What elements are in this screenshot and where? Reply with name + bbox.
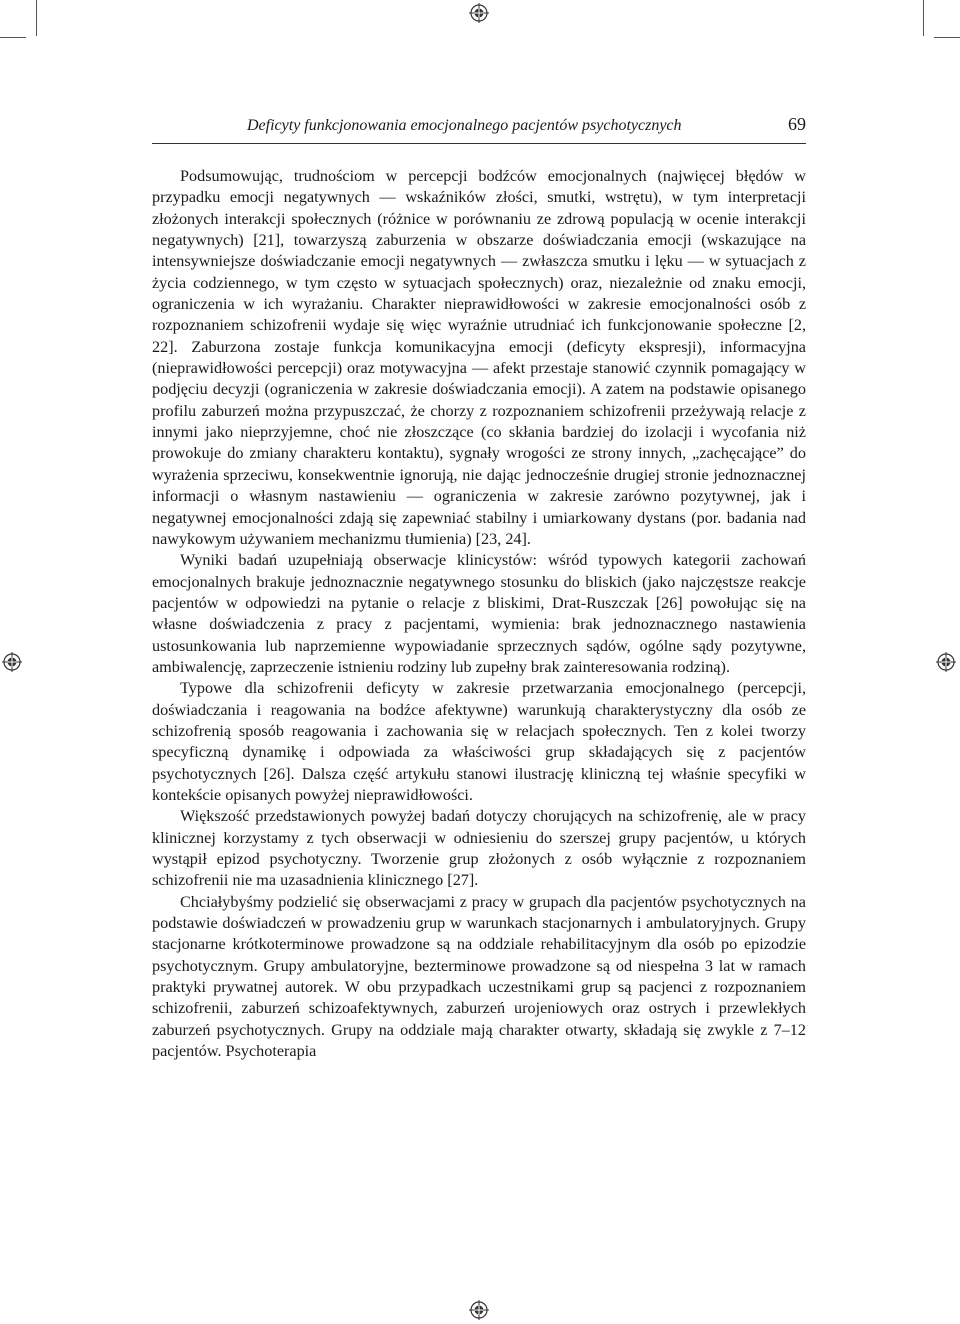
paragraph: Typowe dla schizofrenii deficyty w zakresie przetwarzania emocjonalnego (percepcji, doświadczania i reagowania na bodźce afektywne) warunkują charakterystyczny dla osób ze schizofrenią sposób reagowania i zachowania się w relacjach społecznych. Ten z kolei tworzy specyficzną dynamikę i odpowiada za właściwości grup składających się z pacjentów psychotycznych [26]. Dalsza część artykułu stanowi ilustrację kliniczną tej właśnie specyfiki w kontekście opisanych powyżej nieprawidłowości. <box>152 679 806 804</box>
paragraph: Wyniki badań uzupełniają obserwacje klinicystów: wśród typowych kategorii zachowań emocjonalnych brakuje jednoznacznie negatywnego stosunku do bliskich (jako najczęstsze reakcje pacjentów w odpowiedzi na pytanie o relacje z bliskimi, Drat-Ruszczak [26] powołując się na własne doświadczenia z pracy z pacjentami, wymienia: brak jednoznacznego nastawienia ustosunkowania lub naprzemienne wypowiadanie sprzecznych sądów, ogólne sądy pozytywne, ambiwalencję, zaprzeczenie istnieniu rodziny lub zupełny brak zainteresowania rodziną). <box>152 551 806 676</box>
registration-target-icon-right <box>936 652 956 672</box>
paragraph: Większość przedstawionych powyżej badań dotyczy chorujących na schizofrenię, ale w pracy klinicznej korzystamy z tych obserwacji w odniesieniu do szerszej grupy pacjentów, u których wystąpił epizod psychotyczny. Tworzenie grup złożonych z osób wyłącznie z rozpoznaniem schizofrenii nie ma uzasadnienia klinicznego [27]. <box>152 807 806 890</box>
paragraph: Podsumowując, trudnościom w percepcji bodźców emocjonalnych (najwięcej błędów w przypadku emocji negatywnych — wskaźników złości, smutki, wstrętu), w tym interpretacji złożonych interakcji społecznych (różnice w porównaniu ze zdrową populacją w ocenie interakcji negatywnych) [21], towarzyszą zaburzenia w obszarze doświadczania emocji (wskazujące na intensywniejsze doświadczanie emocji negatywnych — zwłaszcza smutku i lęku — w sytuacjach z życia codziennego, w tym często w sytuacjach społecznych) oraz, niezależnie od znaku emocji, ograniczenia w ich wyrażaniu. Charakter nieprawidłowości w zakresie emocjonalności osób z rozpoznaniem schizofrenii wydaje się więc wyraźnie utrudniać ich funkcjonowanie społeczne [2, 22]. Zaburzona zostaje funkcja komunikacyjna emocji (deficyty ekspresji), informacyjna (nieprawidłowości percepcji) oraz motywacyjna — afekt przestaje stanowić czynnik pomagający w podjęciu decyzji (ograniczenia w zakresie doświadczania emocji). A zatem na podstawie opisanego profilu zaburzeń można przypuszczać, że chorzy z rozpoznaniem schizofrenii przeżywają relacje z innymi jako nieprzyjemne, choć nie złoszczące (co skłania bardziej do izolacji i wycofania niż prowokuje do zmiany charakteru kontaktu), sygnały wrogości ze strony innych, „zachęcające” do wyrażenia sprzeciwu, konsekwentnie ignorują, nie dając jednocześnie drugiej stronie jednoznacznej informacji o własnym nastawieniu — ograniczenia w zakresie zarówno pozytywnej, jak i negatywnej emocjonalności zdają się zapewniać stabilny i umiarkowany dystans (por. badania nad nawykowym używaniem mechanizmu tłumienia) [23, 24]. <box>152 167 806 548</box>
registration-target-icon-left <box>2 652 22 672</box>
running-header <box>152 111 806 144</box>
running-title: Deficyty funkcjonowania emocjonalnego pacjentów psychotycznych <box>247 117 682 134</box>
registration-target-icon-bottom <box>469 1300 489 1320</box>
crop-mark-left <box>36 0 37 36</box>
crop-mark-right <box>923 0 924 36</box>
paragraph: Chciałybyśmy podzielić się obserwacjami z pracy w grupach dla pacjentów psychotycznych na podstawie doświadczeń w prowadzeniu grup w warunkach stacjonarnych i ambulatoryjnych. Grupy stacjonarne krótkoterminowe prowadzone są na oddziale rehabilitacyjnym dla osób po epizodzie psychotycznym. Grupy ambulatoryjne, bezterminowe prowadzone są od niespełna 3 lat w ramach praktyki prywatnej autorek. W obu przypadkach uczestnikami grup są pacjenci z rozpoznaniem schizofrenii, zaburzeń schizoafektywnych, zaburzeń urojeniowych oraz ostrych i przewlekłych zaburzeń psychotycznych. Grupy na oddziale mają charakter otwarty, składają się zwykle z 7–12 pacjentów. Psychoterapia <box>152 892 806 1061</box>
body-text <box>152 166 806 1062</box>
registration-target-icon-top <box>469 3 489 23</box>
crop-mark-left-horizontal <box>0 37 26 38</box>
crop-mark-right-horizontal <box>934 37 960 38</box>
page-number: 69 <box>788 114 806 134</box>
